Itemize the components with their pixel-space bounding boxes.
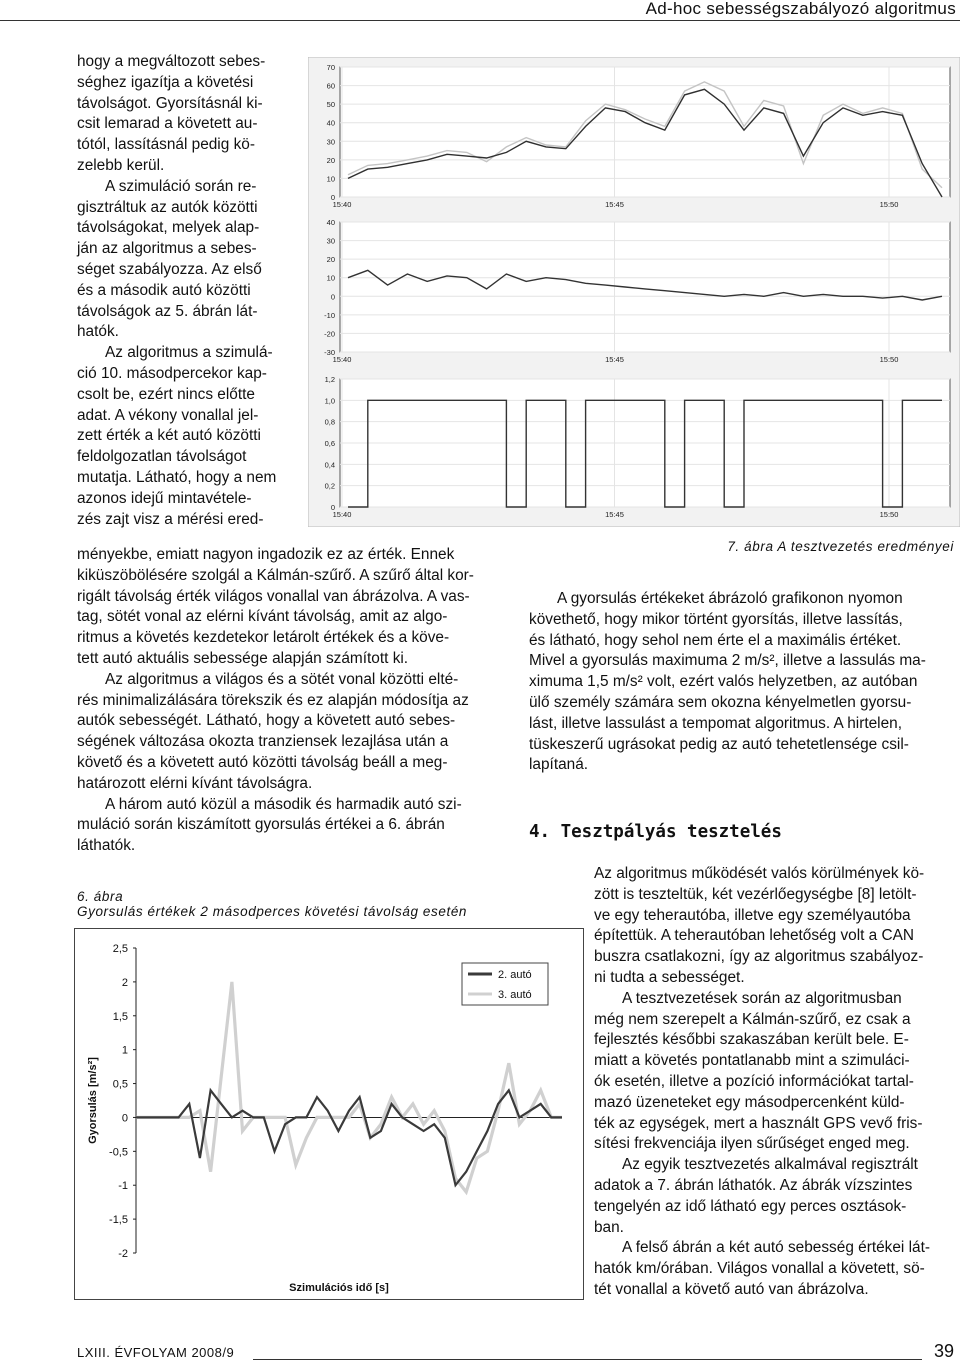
fig7-distance-ytick: -10 (324, 310, 335, 320)
fig6-ytick: -2 (118, 1248, 128, 1260)
fig7-distance-ytick: 20 (326, 255, 335, 265)
fig7-speed-ytick: 50 (326, 100, 335, 110)
fig7-distance-ytick: -20 (324, 329, 335, 339)
fig6-ytick: 1,5 (112, 1010, 128, 1023)
fig7-speed-ytick: 70 (326, 63, 335, 72)
fig6-chart (74, 928, 584, 1300)
fig7-speed-xtick: 15:50 (879, 200, 899, 209)
col2-lower-text (594, 864, 958, 1301)
fig6-ytick: -0,5 (109, 1146, 128, 1159)
paragraph-real-test: Az algoritmus működését valós körülmények kö- zött is teszteltük, két vezérlőegységbe [8] letölt- ve egy teherautóba, illetve egy személyautóba építettük. A teherautóban lehetőség volt a CAN buszra csatlakozni, így az algoritmus szabályoz- ni tudta a sebességet. (594, 865, 925, 986)
fig6-ytick: 0,5 (112, 1078, 128, 1091)
footer-rule (253, 1359, 922, 1360)
fig6-legend-label: 3. autó (498, 989, 532, 1001)
fig7-flag-ytick: 0,8 (324, 417, 335, 427)
fig7-flag-ytick: 1,0 (324, 396, 335, 406)
paragraph-fig7-ref: Az egyik tesztvezetés alkalmával regisztrált adatok a 7. ábrán láthatók. Az ábrák vízszintes tengelyén az idő látható egy perces osztások- ban. (594, 1156, 918, 1236)
fig6-xlabel: Szimulációs idő [s] (289, 1282, 389, 1294)
col2-upper-text (529, 589, 958, 776)
col1-wide-text (77, 545, 505, 857)
fig6-caption-text: Gyorsulás értékek 2 másodperces követési távolság esetén (77, 904, 468, 919)
page-footer (77, 1340, 960, 1364)
paragraph-minimize: Az algoritmus a világos és a sötét vonal közötti elté- rés minimalizálására törekszik és ez alapján módosítja az autók sebességét. Látható, hogy a követett autó sebes- ségének változása okozta tranziensek lezajlása után a követő és a követett autó közötti távolság beáll a meg- határozott elérni kívánt távolságra. (77, 670, 469, 792)
header-rule (0, 20, 960, 21)
fig7-flag-xtick: 15:50 (879, 510, 899, 519)
fig7-flag-ytick: 0,2 (324, 481, 335, 491)
fig6-caption (77, 889, 467, 919)
fig6-ytick: -1 (118, 1180, 128, 1193)
paragraph-test-drives: A tesztvezetések során az algoritmusban még nem szerepelt a Kálmán-szűrő, ez csak a fejlesztés későbbi szakaszában került bele. E- miatt a követés pontatlanabb mint a szimuláci- ók esetén, illetve a pozíció információkat tartal- mazó üzeneteket egy másodpercenként küld- ték az egységek, mert a használt GPS vevő fris- sítési frekvenciája ilyen sűrűséget enged meg. (594, 989, 923, 1153)
fig6-ytick: -1,5 (109, 1214, 128, 1227)
fig7-flag-ytick: 1,2 (324, 375, 335, 384)
page-number: 39 (933, 1341, 954, 1361)
paragraph-wrap: hogy a megváltozott sebes- séghez igazítja a követési távolságot. Gyorsításnál ki- csit lemarad a követett au- tótól, lassításnál pedig kö- zelebb kerül. (77, 53, 266, 174)
fig7-distance-ytick: -30 (324, 348, 335, 357)
fig7-flag-xtick: 15:40 (332, 510, 352, 519)
fig7-distance-plot-area (340, 222, 950, 352)
col1-narrow-text (77, 52, 284, 530)
fig7-distance-panel (324, 218, 950, 364)
fig7-speed-ytick: 60 (326, 81, 335, 91)
fig6-legend (462, 963, 548, 1005)
fig6-legend-label: 2. autó (498, 969, 532, 981)
paragraph-acceleration-ref: A három autó közül a második és harmadik autó szi- muláció során kiszámított gyorsulás értékei a 6. ábrán láthatók. (77, 795, 462, 855)
fig7-speed-ytick: 40 (326, 118, 335, 128)
paragraph-acceleration-graph: A gyorsulás értékeket ábrázoló grafikonon nyomon követhető, hogy mikor történt gyorsítás, illetve lassítás, és látható, hogy sehol nem érte el a maximális értéket. Mivel a gyorsulás maximuma 2 m/s², illetve a lassulás ma- ximuma 1,5 m/s² volt, ezért valós helyzetben, az autóban ülő személy számára sem okozna kényelmetlen gyorsu- lást, illetve lassulást a tempomat algoritmus. A hirtelen, tüskeszerű ugrásokat pedig az autó tehetetlensége csil- lapítaná. (529, 590, 926, 774)
fig7-speed-ytick: 20 (326, 155, 335, 165)
paragraph-speed-panel: A felső ábrán a két autó sebesség értékei lát- hatók km/órában. Világos vonallal a követett, sö- tét vonallal a követő autó van ábrázolva. (594, 1239, 931, 1298)
fig7-flag-xtick: 15:45 (605, 510, 624, 519)
fig7-distance-ytick: 40 (326, 218, 335, 227)
fig6-ytick: 2,5 (112, 943, 128, 955)
fig7-speed-ytick: 30 (326, 137, 335, 147)
footer-volume: LXIII. ÉVFOLYAM 2008/9 (77, 1345, 235, 1360)
fig7-speed-panel (327, 63, 950, 209)
fig7-flag-ytick: 0,4 (324, 460, 335, 470)
fig7-speed-ytick: 0 (330, 193, 335, 202)
paragraph-kalman: ményekbe, emiatt nagyon ingadozik ez az érték. Ennek kiküszöbölésére szolgál a Kálmán-szűrő. A szűrő által kor- rigált távolság érték világos vonallal van ábrázolva. A vas- tag, sötét vonal az elérni kívánt távolság, amit az algo- ritmus a követés kezdetekor letárolt értékek és a köve- tett autó aktuális sebessége alapján számított ki. (77, 546, 474, 667)
fig7-flag-panel (325, 375, 950, 519)
fig7-distance-ytick: 0 (330, 292, 335, 302)
fig7-caption: 7. ábra A tesztvezetés eredményei (727, 539, 954, 554)
paragraph-algorithm-start: Az algoritmus a szimulá- ció 10. másodpercekor kap- csolt be, ezért nincs előtte adat. A vékony vonallal jel- zett érték a két autó közötti feldolgozatlan távolságot mutatja. Látható, hogy a nem azonos idejű mintavétele- zés zajt visz a mérési ered- (77, 344, 277, 528)
fig6-ylabel: Gyorsulás [m/s²] (87, 1057, 99, 1144)
fig7-distance-ytick: 10 (326, 273, 335, 283)
fig7-speed-xtick: 15:40 (332, 200, 352, 209)
fig6-caption-number: 6. ábra (77, 889, 124, 904)
fig7-panels (308, 57, 960, 527)
running-header-title: Ad-hoc sebességszabályozó algoritmus (645, 0, 956, 18)
section-heading: 4. Tesztpályás tesztelés (529, 822, 782, 842)
fig6-ytick: 1 (121, 1044, 128, 1057)
fig7-flag-ytick: 0,6 (324, 439, 335, 448)
fig7-speed-ytick: 10 (326, 174, 335, 184)
paragraph-simulation-distances: A szimuláció során re- gisztráltuk az autók közötti távolságokat, melyek alap- ján az algoritmus a sebes- séget szabályozza. Az első és a második autó közötti távolságok az 5. ábrán lát- hatók. (77, 177, 262, 341)
fig7-speed-xtick: 15:45 (605, 200, 624, 209)
fig7-distance-xtick: 15:45 (605, 355, 624, 364)
fig7-distance-ytick: 30 (326, 236, 335, 246)
fig7-flag-ytick: 0 (330, 503, 335, 512)
fig7-distance-xtick: 15:50 (879, 355, 899, 364)
fig7-speed-plot-area (340, 67, 950, 197)
fig6-ytick: 2 (121, 976, 128, 989)
fig6-ytick: 0 (121, 1112, 128, 1125)
running-header (0, 0, 960, 22)
fig7-distance-xtick: 15:40 (332, 355, 352, 364)
